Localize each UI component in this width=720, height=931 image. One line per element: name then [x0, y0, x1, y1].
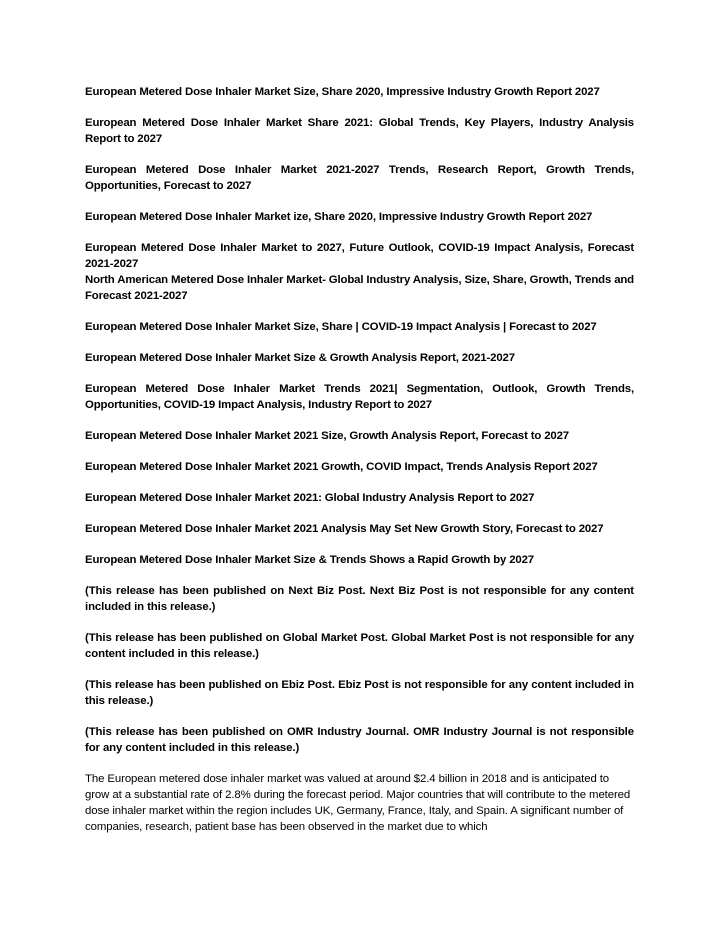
headline: European Metered Dose Inhaler Market Size, Share 2020, Impressive Industry Growth Report 2027: [85, 86, 600, 98]
headline: European Metered Dose Inhaler Market Size & Growth Analysis Report, 2021-2027: [85, 352, 515, 364]
headline: European Metered Dose Inhaler Market ize, Share 2020, Impressive Industry Growth Report 2027: [85, 211, 593, 223]
headline: European Metered Dose Inhaler Market 2021: Global Industry Analysis Report to 2027: [85, 492, 535, 504]
headline: European Metered Dose Inhaler Market Share 2021: Global Trends, Key Players, Industry Analysis Report to 2027: [85, 117, 634, 145]
headline: European Metered Dose Inhaler Market 2021 Analysis May Set New Growth Story, Forecast to 2027: [85, 523, 604, 535]
document-page: [85, 84, 634, 835]
headline: European Metered Dose Inhaler Market Size, Share | COVID-19 Impact Analysis | Forecast to 2027: [85, 321, 597, 333]
headline: European Metered Dose Inhaler Market Trends 2021| Segmentation, Outlook, Growth Trends, Opportunities, COVID-19 Impact Analysis, Industry Report to 2027: [85, 383, 634, 411]
publication-notice: (This release has been published on Global Market Post. Global Market Post is not responsible for any content included in this release.): [85, 632, 634, 660]
headline: European Metered Dose Inhaler Market 2021-2027 Trends, Research Report, Growth Trends, Opportunities, Forecast to 2027: [85, 164, 634, 192]
headline: European Metered Dose Inhaler Market 2021 Growth, COVID Impact, Trends Analysis Report 2027: [85, 461, 598, 473]
publication-notice: (This release has been published on Ebiz Post. Ebiz Post is not responsible for any content included in this release.): [85, 679, 634, 707]
publication-notice: (This release has been published on Next Biz Post. Next Biz Post is not responsible for any content included in this release.): [85, 585, 634, 613]
publication-notice: (This release has been published on OMR Industry Journal. OMR Industry Journal is not responsible for any content included in this release.): [85, 726, 634, 754]
headline: European Metered Dose Inhaler Market to 2027, Future Outlook, COVID-19 Impact Analysis, Forecast 2021-2027: [85, 242, 634, 270]
headline: North American Metered Dose Inhaler Market- Global Industry Analysis, Size, Share, Growth, Trends and Forecast 2021-2027: [85, 274, 634, 302]
headline: European Metered Dose Inhaler Market 2021 Size, Growth Analysis Report, Forecast to 2027: [85, 430, 569, 442]
headline: European Metered Dose Inhaler Market Size & Trends Shows a Rapid Growth by 2027: [85, 554, 534, 566]
body-paragraph: The European metered dose inhaler market was valued at around $2.4 billion in 2018 and is anticipated to grow at a substantial rate of 2.8% during the forecast period. Major countries that will contribute to the metered dose inhaler market within the region includes UK, Germany, France, Italy, and Spain. A significant number of companies, research, patient base has been observed in the market due to which: [85, 773, 631, 833]
